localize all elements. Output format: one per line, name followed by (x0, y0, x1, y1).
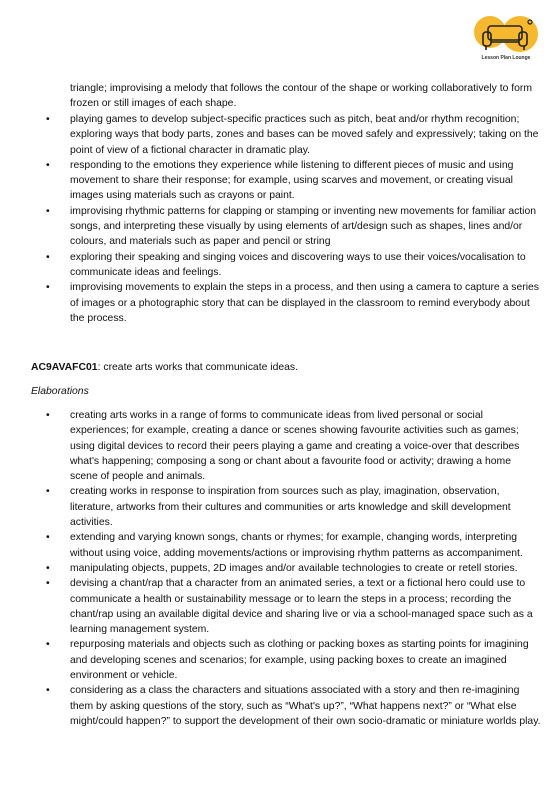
list-item: • creating works in response to inspiration from sources such as play, imagination, observation, literature, artworks from their cultures and communities or arts knowledge and skill development activities. (46, 485, 511, 529)
lesson-plan-lounge-logo (470, 12, 542, 68)
bullet-icon: • (46, 531, 50, 544)
list-item: • repurposing materials and objects such as clothing or packing boxes as starting points for imagining and developing scenes and scenarios; for example, using packing boxes to create an imagined environment or vehicle. (46, 638, 529, 682)
descriptor-code: AC9AVAFC01 (31, 362, 98, 373)
bullet-icon: • (46, 561, 50, 574)
bullet-icon: • (46, 577, 50, 590)
elaboration-list-2 (0, 408, 555, 729)
bullet-icon: • (46, 409, 50, 421)
list-item: • manipulating objects, puppets, 2D images and/or available technologies to create or retell stories. (0, 561, 555, 576)
bullet-icon: • (46, 113, 50, 125)
bullet-icon: • (46, 250, 50, 263)
bullet-icon: • (46, 281, 50, 294)
elaborations-heading: Elaborations (31, 386, 89, 397)
list-item: • improvising rhythmic patterns for clapping or stamping or inventing new movements for familiar action songs, and interpreting these visually by using elements of art/design such as shapes, lines and/or colours, and materials such as paper and pencil or string (46, 204, 537, 248)
descriptor-text: : create arts works that communicate ideas. (97, 362, 298, 373)
list-item: • considering as a class the characters and situations associated with a story and then re-imagining them by asking questions of the story, such as “What's up?”, “What happens next?” or “What else might/could happen?” to support the development of their own socio-dramatic or miniature worlds play. (46, 684, 541, 727)
bullet-icon: • (46, 158, 50, 171)
list-item: • responding to the emotions they experience while listening to different pieces of music and using movement to share their response; for example, using scarves and movement, or creating visual images using materials such as crayons or paint. (46, 158, 514, 202)
bullet-icon: • (46, 684, 50, 697)
bullet-icon: • (46, 204, 50, 217)
content-descriptor (31, 360, 298, 375)
list-item: • playing games to develop subject-specific practices such as pitch, beat and/or rhythm recognition; exploring ways that body parts, zones and bases can be moved safely and expressively; taking on the point of view of a fictional character in dramatic play. (46, 113, 539, 156)
elaboration-list-1 (0, 112, 555, 326)
continuation-text: triangle; improvising a melody that follows the contour of the shape or working collaboratively to form frozen or still images of each shape. (70, 83, 533, 110)
list-item: • devising a chant/rap that a character from an animated series, a text or a fictional hero could use to communicate a health or sustainability message or to learn the steps in a process; recording the chant/rap using an available digital device and sharing live or via a school-managed space such as a learning management system. (46, 577, 533, 636)
list-item: • extending and varying known songs, chants or rhymes; for example, changing words, interpreting without using voice, adding movements/actions or improvising rhythm patterns as accompaniment. (46, 531, 523, 559)
list-item: • exploring their speaking and singing voices and discovering ways to use their voices/vocalisation to communicate ideas and feelings. (46, 250, 526, 278)
sofa-logo-icon (470, 12, 542, 56)
logo-text: Lesson Plan Lounge (481, 55, 531, 61)
list-item: • improvising movements to explain the steps in a process, and then using a camera to capture a series of images or a photographic story that can be displayed in the classroom to remind everybody about the process. (46, 281, 539, 324)
bullet-icon: • (46, 485, 50, 498)
list-item: • creating arts works in a range of forms to communicate ideas from lived personal or social experiences; for example, creating a dance or scenes showing favourite activities such as games; using digital devices to record their peers playing a game and creating a voice-over that describes what's happening; composing a song or chant about a favourite food or activity; drawing a home scene of people and animals. (46, 409, 520, 483)
bullet-icon: • (46, 638, 50, 651)
